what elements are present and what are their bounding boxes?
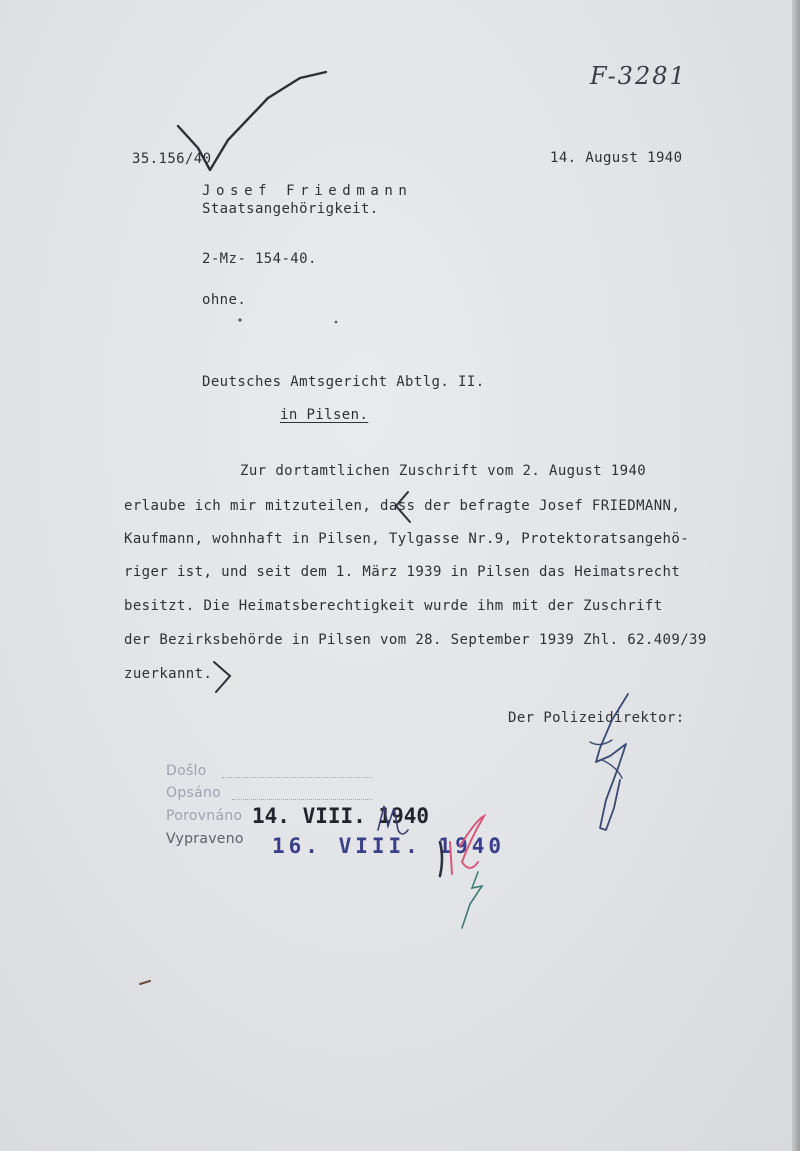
page-edge-shadow (792, 0, 800, 1151)
speck-1 (238, 318, 241, 321)
bracket-mark-close (214, 662, 230, 692)
recipient-line-2: in Pilsen. (280, 407, 369, 423)
reference-number: 2-Mz- 154-40. (202, 251, 317, 267)
body-line-2: erlaube ich mir mitzuteilen, dass der befragte Josef FRIEDMANN, (124, 498, 681, 514)
stamp-label-dispatched: Vypraveno (166, 831, 244, 847)
body-line-7: zuerkannt. (124, 666, 213, 682)
signature-title: Der Polizeidirektor: (508, 710, 685, 726)
stamp-label-compared: Porovnáno (166, 808, 243, 824)
stamp-label-received: Došlo (166, 763, 207, 779)
body-line-3: Kaufmann, wohnhaft in Pilsen, Tylgasse Nr.9, Protektoratsangehö- (124, 531, 690, 547)
recipient-line-1: Deutsches Amtsgericht Abtlg. II. (202, 374, 485, 390)
stamp-date-compared: 14. VIII. 1940 (252, 804, 430, 828)
speck-2 (335, 321, 338, 324)
body-line-1: Zur dortamtlichen Zuschrift vom 2. August 1940 (240, 463, 647, 479)
body-line-5: besitzt. Die Heimatsberechtigkeit wurde ihm mit der Zuschrift (124, 598, 663, 614)
file-number: 35.156/40 (132, 151, 212, 167)
letter-date: 14. August 1940 (550, 150, 683, 166)
subject-topic: Staatsangehörigkeit. (202, 201, 379, 217)
stamp-label-copied: Opsáno (166, 785, 222, 801)
enclosures: ohne. (202, 292, 247, 308)
speck-3 (140, 981, 150, 984)
green-pencil-mark (462, 872, 482, 928)
body-line-6: der Bezirksbehörde in Pilsen vom 28. September 1939 Zhl. 62.409/39 (124, 632, 707, 648)
stamp-line-received (222, 777, 372, 778)
director-signature-stroke (590, 740, 622, 778)
stamp-date-dispatched: 16. VIII. 1940 (272, 834, 506, 858)
archive-mark: F-3281 (590, 62, 687, 90)
stamp-line-copied (232, 799, 372, 800)
body-line-4: riger ist, und seit dem 1. März 1939 in Pilsen das Heimatsrecht (124, 564, 681, 580)
subject-name: Josef Friedmann (202, 183, 413, 199)
